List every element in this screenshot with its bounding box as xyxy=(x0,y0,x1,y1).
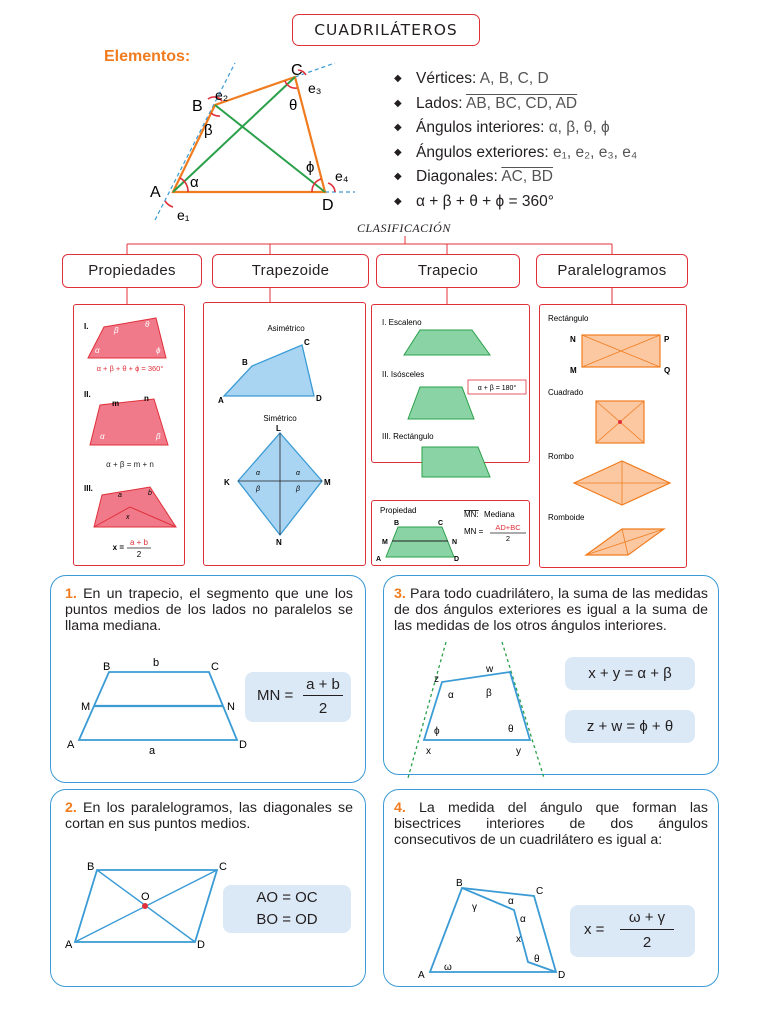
card-bisectrices: 4. La medida del ángulo que forman las bisectrices interiores de dos ángulos consecutivos de un cuadrilátero es igual a: B C A D γ α α x ω θ x = ω + γ 2 xyxy=(383,789,719,987)
svg-text:α + β = m + n: α + β = m + n xyxy=(106,460,154,469)
exterior-angles-figure xyxy=(404,642,554,772)
svg-text:A: A xyxy=(67,739,75,751)
elements-heading: Elementos: xyxy=(104,48,191,65)
svg-text:D: D xyxy=(239,739,247,751)
svg-text:Rombo: Rombo xyxy=(548,452,574,461)
svg-text:P: P xyxy=(664,335,670,344)
svg-text:α: α xyxy=(296,470,300,477)
page-title: CUADRILÁTEROS xyxy=(292,14,480,46)
svg-text:C: C xyxy=(211,661,219,673)
svg-text:β: β xyxy=(256,486,260,493)
vertex-d-label: D xyxy=(322,197,334,214)
svg-text:N: N xyxy=(452,539,458,546)
svg-text:B: B xyxy=(394,520,400,527)
svg-text:I. Escaleno: I. Escaleno xyxy=(382,318,422,327)
svg-text:B: B xyxy=(87,861,95,873)
category-propiedades: Propiedades xyxy=(62,254,202,288)
svg-text:x: x xyxy=(126,514,130,521)
svg-text:β: β xyxy=(114,326,119,335)
svg-text:L: L xyxy=(276,424,281,433)
svg-text:α: α xyxy=(95,346,100,355)
svg-text:β: β xyxy=(296,486,300,493)
list-item: ◆ Ángulos interiores: α, β, θ, ϕ xyxy=(394,119,610,136)
svg-text:2: 2 xyxy=(136,550,142,559)
svg-text:M: M xyxy=(382,539,388,546)
svg-text:Rectángulo: Rectángulo xyxy=(548,314,589,323)
svg-text:I.: I. xyxy=(84,322,89,331)
list-item: ◆ Ángulos exteriores: e₁, e₂, e₃, e₄ xyxy=(394,143,638,161)
svg-text:b: b xyxy=(148,490,152,497)
alpha-label: α xyxy=(190,174,199,191)
svg-text:III. Rectángulo: III. Rectángulo xyxy=(382,432,434,441)
svg-text:Propiedad: Propiedad xyxy=(380,506,417,515)
svg-text:n: n xyxy=(144,394,149,403)
e1-label: e₁ xyxy=(177,207,190,223)
beta-label: β xyxy=(204,122,213,139)
svg-text:M: M xyxy=(570,366,577,375)
bisectrices-formula: x = ω + γ 2 xyxy=(570,905,695,957)
svg-text:A: A xyxy=(376,556,382,563)
svg-text:N: N xyxy=(570,335,576,344)
svg-text:M: M xyxy=(81,701,91,713)
category-trapezoide: Trapezoide xyxy=(212,254,369,288)
trapecio-figures xyxy=(372,305,531,464)
svg-text:ϕ: ϕ xyxy=(156,346,161,355)
svg-text:a: a xyxy=(149,745,156,757)
svg-text:z: z xyxy=(434,674,439,685)
card-diagonales: 2. En los paralelogramos, las diagonales se cortan en sus puntos medios. B C O A D AO = OC BO = OD xyxy=(50,789,366,987)
propiedades-panel xyxy=(73,304,185,566)
svg-text:B: B xyxy=(242,358,248,367)
trapecio-panel xyxy=(371,304,530,463)
svg-text:α + β + θ + ϕ = 360°: α + β + θ + ϕ = 360° xyxy=(96,364,164,373)
diagonales-formula: AO = OC BO = OD xyxy=(223,885,351,933)
svg-text:y: y xyxy=(516,746,521,757)
svg-text:II. Isósceles: II. Isósceles xyxy=(382,370,425,379)
svg-text:A: A xyxy=(218,396,224,405)
e4-label: e₄ xyxy=(335,168,349,184)
svg-text:C: C xyxy=(438,520,444,527)
trapecio-propiedad-panel xyxy=(371,500,530,566)
svg-text:B: B xyxy=(103,661,111,673)
list-item: ◆ Vértices: A, B, C, D xyxy=(394,70,549,87)
exterior-formula-1: x + y = α + β xyxy=(565,657,695,690)
svg-text:a + b: a + b xyxy=(129,538,149,547)
svg-text:N: N xyxy=(227,701,235,713)
classification-tree-lines xyxy=(0,236,768,256)
list-item: ◆ α + β + θ + ϕ = 360° xyxy=(394,192,554,210)
svg-text:MN =: MN = xyxy=(464,527,484,536)
svg-text:α + β = 180°: α + β = 180° xyxy=(477,385,517,392)
trapecio-propiedad-figure xyxy=(372,501,531,567)
svg-text:θ: θ xyxy=(534,954,540,965)
propiedades-figures xyxy=(74,305,186,567)
main-quadrilateral-figure xyxy=(140,55,370,235)
svg-text:w: w xyxy=(486,664,494,675)
svg-text:Q: Q xyxy=(664,366,671,375)
svg-text:α: α xyxy=(100,432,105,441)
vertex-a-label: A xyxy=(150,184,161,201)
elements-list xyxy=(394,67,637,214)
svg-text:D: D xyxy=(454,556,460,563)
svg-text:O: O xyxy=(141,891,150,903)
svg-text:α: α xyxy=(520,914,526,925)
list-item: ◆ Lados: AB, BC, CD, AD xyxy=(394,94,578,112)
svg-text:C: C xyxy=(536,886,544,897)
vertex-b-label: B xyxy=(192,98,203,115)
svg-text:Cuadrado: Cuadrado xyxy=(548,388,584,397)
svg-text:MN:: MN: xyxy=(464,510,479,519)
phi-label: ϕ xyxy=(306,159,315,176)
e3-label: e₃ xyxy=(308,80,322,96)
svg-text:D: D xyxy=(316,394,322,403)
svg-text:II.: II. xyxy=(84,390,91,399)
svg-text:A: A xyxy=(418,970,425,981)
card-angulos-exteriores: 3. Para todo cuadrilátero, la suma de las medidas de dos ángulos exteriores es igual a la suma de las medidas de los otros ángulos interiores. α β θ ϕ z w x y x + y = α + β z + w = ϕ + θ xyxy=(383,575,719,775)
trapezoide-panel xyxy=(203,302,366,566)
svg-text:x =: x = xyxy=(112,543,124,552)
vertex-c-label: C xyxy=(291,62,303,79)
svg-text:AD+BC: AD+BC xyxy=(495,523,521,532)
svg-text:A: A xyxy=(65,939,73,951)
svg-text:K: K xyxy=(224,478,230,487)
svg-text:Simétrico: Simétrico xyxy=(263,414,297,423)
svg-text:2: 2 xyxy=(505,534,511,543)
svg-text:β: β xyxy=(486,688,492,699)
svg-text:Romboide: Romboide xyxy=(548,513,585,522)
svg-text:a: a xyxy=(118,492,122,499)
exterior-formula-2: z + w = ϕ + θ xyxy=(565,710,695,743)
svg-text:D: D xyxy=(197,939,205,951)
category-paralelogramos: Paralelogramos xyxy=(536,254,688,288)
svg-text:Asimétrico: Asimétrico xyxy=(267,324,305,333)
svg-text:C: C xyxy=(219,861,227,873)
svg-text:N: N xyxy=(276,538,282,547)
svg-text:m: m xyxy=(112,399,120,408)
svg-text:D: D xyxy=(558,970,566,981)
svg-text:x: x xyxy=(426,746,431,757)
svg-text:β: β xyxy=(156,432,161,441)
theta-label: θ xyxy=(289,97,298,114)
trapezoid-median-figure xyxy=(65,656,245,756)
mediana-formula: MN = a + b 2 xyxy=(245,672,351,722)
svg-text:III.: III. xyxy=(84,484,93,493)
category-trapecio: Trapecio xyxy=(376,254,520,288)
parallelogram-diagonals-figure xyxy=(65,858,235,958)
svg-text:b: b xyxy=(153,657,160,669)
svg-text:θ: θ xyxy=(145,320,150,329)
svg-text:α: α xyxy=(256,470,260,477)
card-mediana: 1. En un trapecio, el segmento que une los puntos medios de los lados no paralelos se llama mediana. B b C M N A a D MN = a + b 2 xyxy=(50,575,366,783)
trapezoide-figures xyxy=(204,303,367,567)
paralelogramos-figures xyxy=(540,305,688,569)
svg-text:M: M xyxy=(324,478,331,487)
paralelogramos-panel xyxy=(539,304,687,568)
svg-text:γ: γ xyxy=(472,902,477,913)
svg-text:Mediana: Mediana xyxy=(484,510,515,519)
svg-text:α: α xyxy=(448,690,454,701)
svg-text:α: α xyxy=(508,896,514,907)
classification-label: CLASIFICACIÓN xyxy=(357,221,451,235)
e2-label: e₂ xyxy=(215,87,229,103)
svg-text:C: C xyxy=(304,338,310,347)
svg-text:x: x xyxy=(516,934,521,945)
svg-text:ϕ: ϕ xyxy=(434,726,440,737)
list-item: ◆ Diagonales: AC, BD xyxy=(394,168,553,185)
bisector-angle-figure xyxy=(412,874,572,984)
svg-text:ω: ω xyxy=(444,962,452,973)
svg-text:θ: θ xyxy=(508,724,514,735)
svg-text:B: B xyxy=(456,878,463,889)
